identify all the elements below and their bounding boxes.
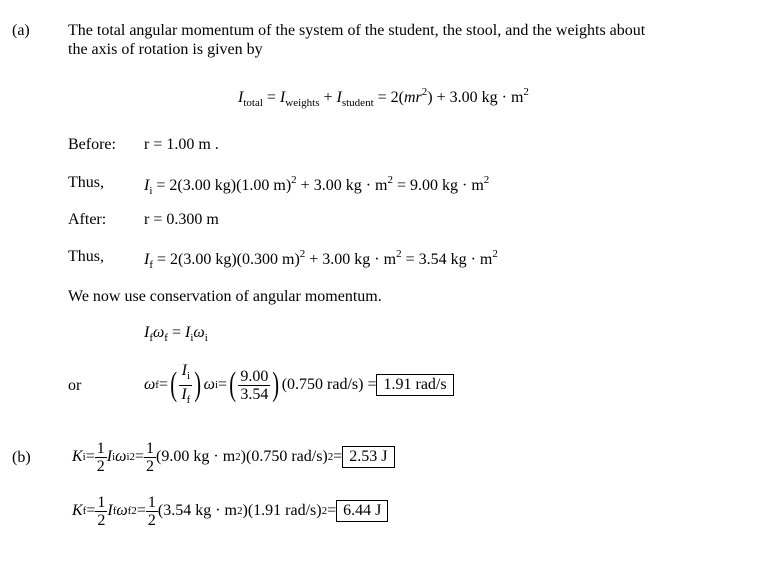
intro-line-1: The total angular momentum of the system of the student, the stool, and the weights about	[68, 22, 646, 39]
intro-line-2: the axis of rotation is given by	[68, 41, 263, 58]
inertia-ratio-fraction: $\frac{I_i}{I_f}$	[181, 361, 191, 406]
part-a-label: (a)	[12, 22, 30, 39]
conservation-equation: $I_f\omega_f = I_i\omega_i$	[144, 324, 208, 344]
final-kinetic-energy-equation: K f = $\frac{1}{2}$ I f ω f 2 = $\frac{1}{2}$ (3.54 kg · m 2 )(1.91 rad/s) 2 = 6.44 J	[72, 488, 388, 534]
thus-label-1: Thus,	[68, 174, 104, 191]
thus-label-2: Thus,	[68, 248, 104, 265]
or-label: or	[68, 377, 82, 394]
conservation-statement: We now use conservation of angular momentum.	[68, 288, 382, 305]
after-label: After:	[68, 211, 107, 228]
before-label: Before:	[68, 136, 116, 153]
after-radius: r = 0.300 m	[144, 211, 219, 228]
half-fraction: $\frac{1}{2}$	[146, 439, 155, 475]
initial-inertia-equation: $I_i = 2(3.00$ kg)(1.00 m)$^2$ + 3.00 kg · $m^2 = 9.00$ kg · $m^2$	[144, 174, 490, 197]
answer-ki: 2.53 J	[342, 446, 394, 468]
half-fraction: $\frac{1}{2}$	[97, 493, 106, 529]
total-momentum-equation: $I_{total} = I_{weights} + I_{student} = 2(mr^2) + 3.00$ kg · $m^2$	[238, 86, 529, 109]
answer-omega-final: 1.91 rad/s	[376, 374, 453, 396]
part-b-label: (b)	[12, 449, 31, 466]
before-radius: r = 1.00 m .	[144, 136, 219, 153]
final-angular-speed-equation: ω f = ( $\frac{I_i}{I_f}$ ) ω i = ( $\frac{9.00}{3.54}$ ) (0.750 rad/s) = 1.91 rad/s	[144, 360, 454, 410]
answer-kf: 6.44 J	[336, 500, 388, 522]
numeric-ratio-fraction: $\frac{9.00}{3.54}$	[240, 367, 269, 403]
half-fraction: $\frac{1}{2}$	[147, 493, 156, 529]
final-inertia-equation: $I_f = 2(3.00$ kg)(0.300 m)$^2$ + 3.00 kg · $m^2 = 3.54$ kg · $m^2$	[144, 248, 498, 271]
initial-kinetic-energy-equation: K i = $\frac{1}{2}$ I i ω i 2 = $\frac{1}{2}$ (9.00 kg · m 2 )(0.750 rad/s) 2 = 2.53 J	[72, 434, 395, 480]
half-fraction: $\frac{1}{2}$	[96, 439, 105, 475]
